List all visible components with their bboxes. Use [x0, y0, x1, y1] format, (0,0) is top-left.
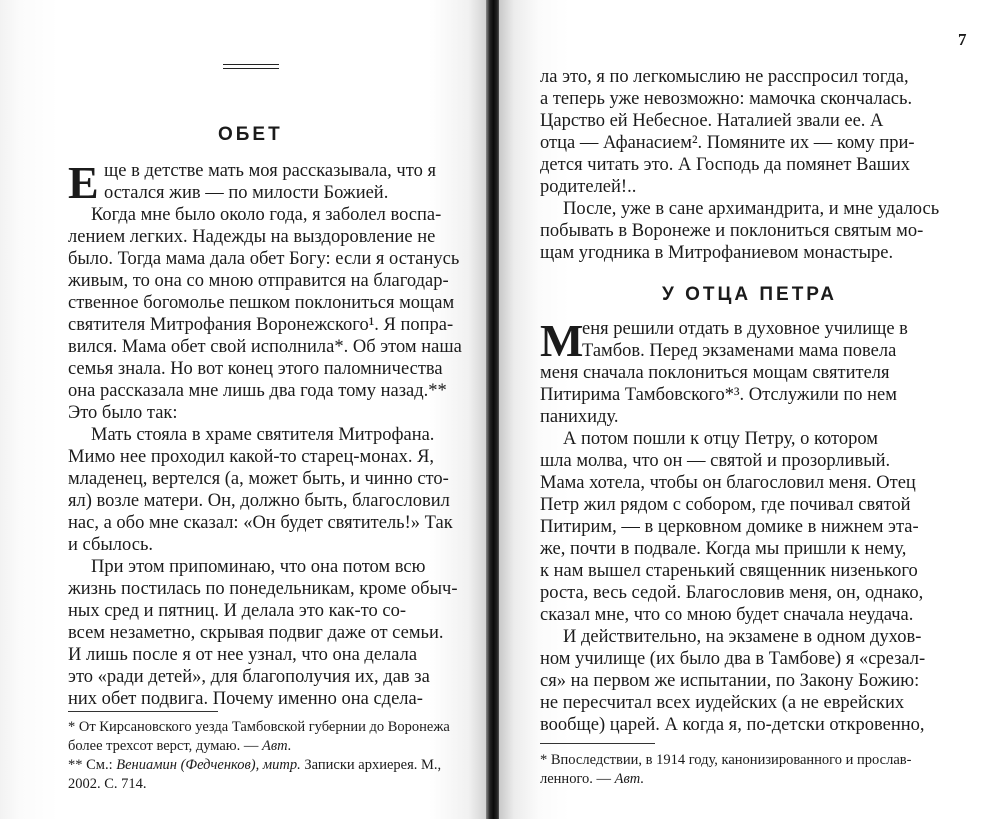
text-line: побывать в Воронеже и поклониться святым мо- [540, 221, 924, 241]
text-line: же, почти в подвале. Когда мы пришли к нему, [540, 539, 907, 559]
text-line: дется читать это. А Господь да помянет Ваших [540, 155, 911, 175]
text-line: и сбылось. [68, 535, 154, 555]
text-line: живым, то она со мною отправится на благодар- [68, 271, 449, 291]
text-line: всем незаметно, скрывая подвиг даже от семьи. [68, 623, 444, 643]
footnote-line: * От Кирсановского уезда Тамбовской губернии до Воронежа [68, 719, 450, 735]
text-line: к нам вышел старенький священник низенького [540, 561, 918, 581]
footnote-author: Вениамин (Федченков), митр. [116, 757, 301, 773]
text-line: нас, а обо мне сказал: «Он будет святитель!» Так [68, 513, 453, 533]
footnote-line: более трехсот верст, думаю. — Авт. [68, 738, 292, 754]
text-line: меня сначала поклониться мощам святителя [540, 363, 890, 383]
text-line: было. Тогда мама дала обет Богу: если я останусь [68, 249, 460, 269]
text-line: ном училище (их было два в Тамбове) я «срезал- [540, 649, 926, 669]
text-line: родителей!.. [540, 177, 637, 197]
text-line: святителя Митрофания Воронежского¹. Я попра- [68, 315, 454, 335]
text-line: Мама хотела, чтобы он благословил меня. Отец [540, 473, 916, 493]
text-line: Питирима Тамбовского*³. Отслужили по нем [540, 385, 897, 405]
text-line: Мимо нее проходил какой-то старец-монах. Я, [68, 447, 435, 467]
text-line: ял) возле матери. Он, должно быть, благословил [68, 491, 450, 511]
text-line: панихиду. [540, 407, 619, 427]
text-line: Мать стояла в храме святителя Митрофана. [91, 425, 435, 445]
text-line: ных сред и пятниц. И делала это как-то со- [68, 601, 406, 621]
left-page [0, 0, 488, 819]
text-line: И действительно, на экзамене в одном духов- [563, 627, 922, 647]
text-line: Когда мне было около года, я заболел воспа- [91, 205, 442, 225]
footnote-author: Авт. [262, 738, 292, 754]
text-line: отца — Афанасием². Помяните их — кому при- [540, 133, 915, 153]
text-line: Питирим, — в церковном домике в нижнем эта- [540, 517, 919, 537]
drop-cap: М [540, 315, 584, 366]
text-line: Петр жил рядом с собором, где почивал святой [540, 495, 911, 515]
text-line: После, уже в сане архимандрита, и мне удалось [563, 199, 940, 219]
page-number: 7 [958, 30, 967, 49]
footnote-line: ** См.: Вениамин (Федченков), митр. Записки архиерея. М., [68, 757, 442, 773]
ornament-rule [223, 64, 279, 65]
text-line: она рассказала мне лишь два года тому назад.** [68, 381, 447, 401]
text-line: вился. Мама обет свой исполнила*. Об этом наша [68, 337, 462, 357]
footnote-rule [68, 711, 218, 712]
text-line: лением легких. Надежды на выздоровление не [68, 227, 436, 247]
text-line: ственное богомолье пешком поклониться мощам [68, 293, 455, 313]
text-line: ла это, я по легкомыслию не расспросил тогда, [540, 67, 909, 87]
text-line: ся» на первом же испытании, по Закону Божию: [540, 671, 920, 691]
text-line: них обет подвига. Почему именно она сдела- [68, 689, 423, 709]
text-line: ще в детстве мать моя рассказывала, что я [104, 161, 436, 181]
ornament-rule [223, 68, 279, 69]
text-line: это «ради детей», для благополучия их, дав за [68, 667, 430, 687]
footnote-line: 2002. С. 714. [68, 776, 147, 792]
text-line: А потом пошли к отцу Петру, о котором [563, 429, 879, 449]
chapter-heading-u-otsa-petra: У ОТЦА ПЕТРА [662, 284, 838, 305]
chapter-heading-obet: ОБЕТ [218, 124, 283, 145]
text-line: При этом припоминаю, что она потом всю [91, 557, 426, 577]
text-line: жизнь постилась по понедельникам, кроме обыч- [68, 579, 458, 599]
footnote-line: ленного. — Авт. [540, 771, 645, 787]
text-line: вообще) царей. А когда я, по-детски откровенно, [540, 715, 925, 735]
text-line: щам угодника в Митрофаниевом монастыре. [540, 243, 894, 263]
footnote-line: * Впоследствии, в 1914 году, канонизированного и прослав- [540, 752, 912, 768]
footnote-rule [540, 743, 655, 744]
text-line: остался жив — по милости Божией. [104, 183, 389, 203]
text-line: И лишь после я от нее узнал, что она делала [68, 645, 418, 665]
footnote-author: Авт. [614, 771, 645, 787]
text-line: сказал мне, что со мною будет сначала неудача. [540, 605, 914, 625]
text-line: младенец, вертелся (а, может быть, и чинно сто- [68, 469, 449, 489]
text-line: Это было так: [68, 403, 178, 423]
text-line: роста, весь седой. Благословив меня, он, однако, [540, 583, 924, 603]
text-line: Тамбов. Перед экзаменами мама повела [582, 341, 897, 361]
drop-cap: Е [68, 157, 99, 208]
text-line: семья знала. Но вот конец этого паломничества [68, 359, 443, 379]
text-line: не пересчитал всех иудейских (а не еврейских [540, 693, 905, 713]
text-line: Царство ей Небесное. Наталией звали ее. А [540, 111, 884, 131]
text-line: еня решили отдать в духовное училище в [582, 319, 908, 339]
text-line: шла молва, что он — святой и прозорливый. [540, 451, 891, 471]
text-line: а теперь уже невозможно: мамочка скончалась. [540, 89, 913, 109]
right-page [499, 0, 1000, 819]
